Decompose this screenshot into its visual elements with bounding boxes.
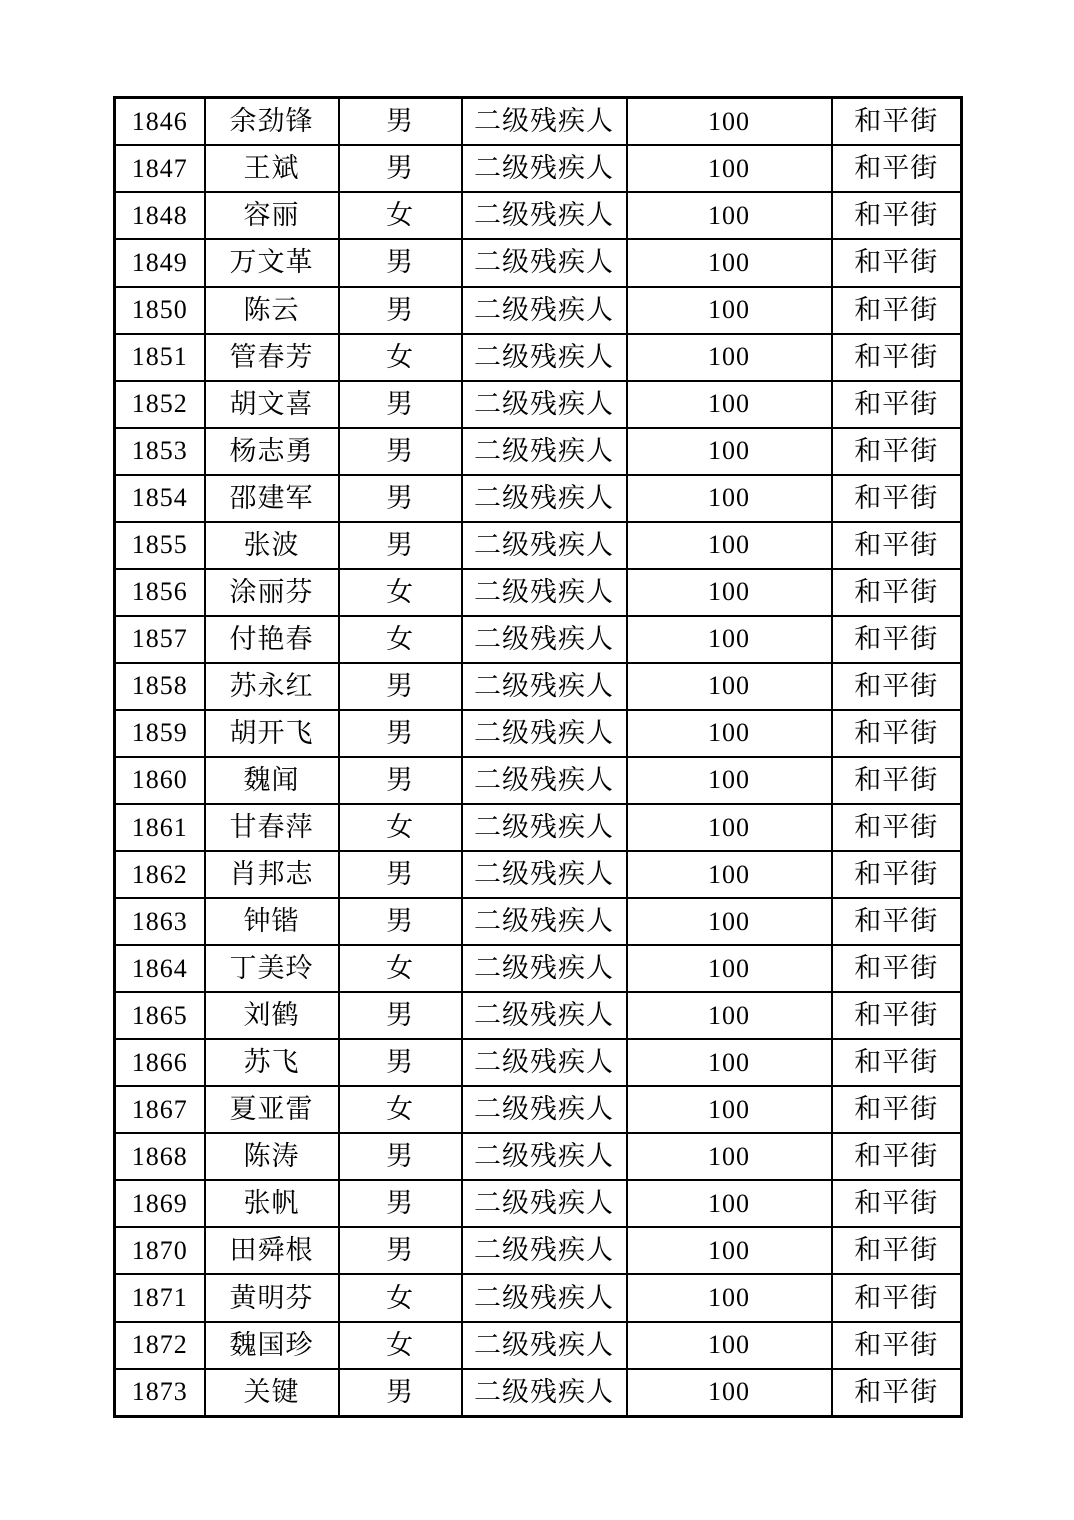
cell-street: 和平街 xyxy=(832,334,962,381)
cell-amount: 100 xyxy=(627,1369,832,1417)
cell-street: 和平街 xyxy=(832,710,962,757)
table-row xyxy=(115,804,962,851)
cell-street: 和平街 xyxy=(832,475,962,522)
cell-amount: 100 xyxy=(627,945,832,992)
cell-gender: 男 xyxy=(339,757,462,804)
cell-street: 和平街 xyxy=(832,945,962,992)
cell-name: 张帆 xyxy=(205,1180,339,1227)
cell-amount: 100 xyxy=(627,804,832,851)
cell-street: 和平街 xyxy=(832,1274,962,1321)
cell-gender: 女 xyxy=(339,804,462,851)
cell-name: 付艳春 xyxy=(205,616,339,663)
cell-serial: 1863 xyxy=(115,898,205,945)
cell-amount: 100 xyxy=(627,334,832,381)
cell-amount: 100 xyxy=(627,1274,832,1321)
table-row xyxy=(115,1274,962,1321)
table-row xyxy=(115,428,962,475)
cell-gender: 男 xyxy=(339,992,462,1039)
cell-category: 二级残疾人 xyxy=(462,663,627,710)
cell-name: 苏飞 xyxy=(205,1039,339,1086)
cell-serial: 1861 xyxy=(115,804,205,851)
table-row xyxy=(115,1086,962,1133)
cell-name: 关键 xyxy=(205,1369,339,1417)
cell-gender: 男 xyxy=(339,475,462,522)
cell-gender: 女 xyxy=(339,616,462,663)
cell-name: 胡文喜 xyxy=(205,381,339,428)
cell-street: 和平街 xyxy=(832,1369,962,1417)
cell-serial: 1871 xyxy=(115,1274,205,1321)
cell-name: 涂丽芬 xyxy=(205,569,339,616)
cell-street: 和平街 xyxy=(832,898,962,945)
cell-amount: 100 xyxy=(627,992,832,1039)
cell-amount: 100 xyxy=(627,239,832,286)
cell-street: 和平街 xyxy=(832,1133,962,1180)
table-row xyxy=(115,145,962,192)
cell-street: 和平街 xyxy=(832,804,962,851)
table-row xyxy=(115,239,962,286)
cell-street: 和平街 xyxy=(832,145,962,192)
cell-gender: 男 xyxy=(339,1369,462,1417)
cell-serial: 1869 xyxy=(115,1180,205,1227)
cell-serial: 1872 xyxy=(115,1322,205,1369)
cell-amount: 100 xyxy=(627,428,832,475)
cell-serial: 1868 xyxy=(115,1133,205,1180)
cell-name: 黄明芬 xyxy=(205,1274,339,1321)
cell-name: 邵建军 xyxy=(205,475,339,522)
cell-gender: 男 xyxy=(339,663,462,710)
table-row xyxy=(115,1322,962,1369)
table-row xyxy=(115,569,962,616)
cell-amount: 100 xyxy=(627,757,832,804)
cell-street: 和平街 xyxy=(832,1039,962,1086)
cell-amount: 100 xyxy=(627,287,832,334)
table-row xyxy=(115,334,962,381)
cell-serial: 1865 xyxy=(115,992,205,1039)
cell-gender: 男 xyxy=(339,287,462,334)
cell-amount: 100 xyxy=(627,663,832,710)
cell-name: 陈云 xyxy=(205,287,339,334)
cell-serial: 1854 xyxy=(115,475,205,522)
cell-category: 二级残疾人 xyxy=(462,287,627,334)
cell-serial: 1858 xyxy=(115,663,205,710)
cell-gender: 男 xyxy=(339,98,462,146)
table-row xyxy=(115,945,962,992)
cell-serial: 1849 xyxy=(115,239,205,286)
cell-category: 二级残疾人 xyxy=(462,334,627,381)
cell-street: 和平街 xyxy=(832,1086,962,1133)
cell-name: 夏亚雷 xyxy=(205,1086,339,1133)
table-row xyxy=(115,287,962,334)
cell-street: 和平街 xyxy=(832,522,962,569)
cell-category: 二级残疾人 xyxy=(462,851,627,898)
cell-amount: 100 xyxy=(627,381,832,428)
table-row xyxy=(115,898,962,945)
cell-gender: 男 xyxy=(339,851,462,898)
cell-name: 田舜根 xyxy=(205,1227,339,1274)
table-body xyxy=(115,98,962,1417)
cell-category: 二级残疾人 xyxy=(462,757,627,804)
table-row xyxy=(115,475,962,522)
cell-category: 二级残疾人 xyxy=(462,898,627,945)
cell-name: 管春芳 xyxy=(205,334,339,381)
cell-name: 甘春萍 xyxy=(205,804,339,851)
cell-category: 二级残疾人 xyxy=(462,475,627,522)
cell-name: 刘鹤 xyxy=(205,992,339,1039)
cell-gender: 女 xyxy=(339,192,462,239)
cell-category: 二级残疾人 xyxy=(462,192,627,239)
cell-gender: 女 xyxy=(339,334,462,381)
cell-category: 二级残疾人 xyxy=(462,616,627,663)
cell-category: 二级残疾人 xyxy=(462,1227,627,1274)
cell-name: 钟锴 xyxy=(205,898,339,945)
cell-name: 丁美玲 xyxy=(205,945,339,992)
cell-serial: 1864 xyxy=(115,945,205,992)
cell-serial: 1859 xyxy=(115,710,205,757)
cell-category: 二级残疾人 xyxy=(462,1086,627,1133)
cell-gender: 男 xyxy=(339,145,462,192)
table-row xyxy=(115,663,962,710)
cell-category: 二级残疾人 xyxy=(462,98,627,146)
cell-gender: 男 xyxy=(339,1039,462,1086)
cell-amount: 100 xyxy=(627,1180,832,1227)
table-row xyxy=(115,192,962,239)
table-row xyxy=(115,98,962,146)
cell-category: 二级残疾人 xyxy=(462,1369,627,1417)
cell-serial: 1860 xyxy=(115,757,205,804)
cell-category: 二级残疾人 xyxy=(462,428,627,475)
cell-serial: 1846 xyxy=(115,98,205,146)
cell-street: 和平街 xyxy=(832,569,962,616)
table-row xyxy=(115,757,962,804)
cell-serial: 1862 xyxy=(115,851,205,898)
cell-name: 张波 xyxy=(205,522,339,569)
cell-street: 和平街 xyxy=(832,663,962,710)
cell-street: 和平街 xyxy=(832,381,962,428)
cell-name: 万文革 xyxy=(205,239,339,286)
table-row xyxy=(115,710,962,757)
cell-street: 和平街 xyxy=(832,851,962,898)
table-row xyxy=(115,381,962,428)
cell-street: 和平街 xyxy=(832,616,962,663)
table-row xyxy=(115,851,962,898)
cell-amount: 100 xyxy=(627,616,832,663)
cell-gender: 男 xyxy=(339,239,462,286)
table-row xyxy=(115,522,962,569)
cell-category: 二级残疾人 xyxy=(462,992,627,1039)
cell-street: 和平街 xyxy=(832,757,962,804)
cell-street: 和平街 xyxy=(832,428,962,475)
cell-category: 二级残疾人 xyxy=(462,1322,627,1369)
cell-serial: 1850 xyxy=(115,287,205,334)
cell-category: 二级残疾人 xyxy=(462,381,627,428)
cell-category: 二级残疾人 xyxy=(462,945,627,992)
cell-amount: 100 xyxy=(627,1227,832,1274)
cell-category: 二级残疾人 xyxy=(462,239,627,286)
cell-street: 和平街 xyxy=(832,1322,962,1369)
cell-serial: 1851 xyxy=(115,334,205,381)
cell-serial: 1873 xyxy=(115,1369,205,1417)
cell-name: 杨志勇 xyxy=(205,428,339,475)
cell-name: 王斌 xyxy=(205,145,339,192)
cell-amount: 100 xyxy=(627,569,832,616)
cell-serial: 1857 xyxy=(115,616,205,663)
cell-street: 和平街 xyxy=(832,1180,962,1227)
cell-gender: 女 xyxy=(339,945,462,992)
cell-name: 胡开飞 xyxy=(205,710,339,757)
cell-category: 二级残疾人 xyxy=(462,1274,627,1321)
cell-gender: 男 xyxy=(339,1227,462,1274)
cell-amount: 100 xyxy=(627,1086,832,1133)
cell-amount: 100 xyxy=(627,192,832,239)
cell-gender: 男 xyxy=(339,1180,462,1227)
cell-category: 二级残疾人 xyxy=(462,1039,627,1086)
cell-street: 和平街 xyxy=(832,1227,962,1274)
cell-category: 二级残疾人 xyxy=(462,710,627,757)
table-row xyxy=(115,992,962,1039)
table-row xyxy=(115,1133,962,1180)
cell-gender: 女 xyxy=(339,1274,462,1321)
cell-amount: 100 xyxy=(627,1039,832,1086)
cell-gender: 男 xyxy=(339,710,462,757)
cell-amount: 100 xyxy=(627,710,832,757)
cell-category: 二级残疾人 xyxy=(462,522,627,569)
cell-gender: 女 xyxy=(339,1322,462,1369)
cell-amount: 100 xyxy=(627,1133,832,1180)
table-row xyxy=(115,1227,962,1274)
cell-amount: 100 xyxy=(627,475,832,522)
cell-category: 二级残疾人 xyxy=(462,804,627,851)
cell-amount: 100 xyxy=(627,522,832,569)
cell-name: 魏闻 xyxy=(205,757,339,804)
cell-serial: 1867 xyxy=(115,1086,205,1133)
cell-serial: 1852 xyxy=(115,381,205,428)
cell-street: 和平街 xyxy=(832,239,962,286)
cell-gender: 女 xyxy=(339,1086,462,1133)
cell-amount: 100 xyxy=(627,145,832,192)
cell-serial: 1866 xyxy=(115,1039,205,1086)
table-row xyxy=(115,1039,962,1086)
cell-name: 容丽 xyxy=(205,192,339,239)
cell-serial: 1855 xyxy=(115,522,205,569)
cell-name: 肖邦志 xyxy=(205,851,339,898)
cell-gender: 男 xyxy=(339,428,462,475)
cell-gender: 男 xyxy=(339,522,462,569)
cell-name: 苏永红 xyxy=(205,663,339,710)
cell-gender: 男 xyxy=(339,1133,462,1180)
cell-amount: 100 xyxy=(627,898,832,945)
cell-serial: 1847 xyxy=(115,145,205,192)
cell-street: 和平街 xyxy=(832,192,962,239)
cell-amount: 100 xyxy=(627,851,832,898)
table-row xyxy=(115,1180,962,1227)
cell-name: 余劲锋 xyxy=(205,98,339,146)
cell-name: 魏国珍 xyxy=(205,1322,339,1369)
table-row xyxy=(115,1369,962,1417)
cell-serial: 1848 xyxy=(115,192,205,239)
cell-serial: 1853 xyxy=(115,428,205,475)
table-row xyxy=(115,616,962,663)
cell-category: 二级残疾人 xyxy=(462,145,627,192)
cell-serial: 1870 xyxy=(115,1227,205,1274)
cell-street: 和平街 xyxy=(832,992,962,1039)
beneficiary-table xyxy=(113,96,963,1418)
cell-category: 二级残疾人 xyxy=(462,1133,627,1180)
cell-name: 陈涛 xyxy=(205,1133,339,1180)
cell-gender: 男 xyxy=(339,381,462,428)
cell-amount: 100 xyxy=(627,98,832,146)
cell-gender: 男 xyxy=(339,898,462,945)
cell-category: 二级残疾人 xyxy=(462,569,627,616)
cell-serial: 1856 xyxy=(115,569,205,616)
cell-street: 和平街 xyxy=(832,287,962,334)
cell-street: 和平街 xyxy=(832,98,962,146)
cell-gender: 女 xyxy=(339,569,462,616)
cell-category: 二级残疾人 xyxy=(462,1180,627,1227)
cell-amount: 100 xyxy=(627,1322,832,1369)
